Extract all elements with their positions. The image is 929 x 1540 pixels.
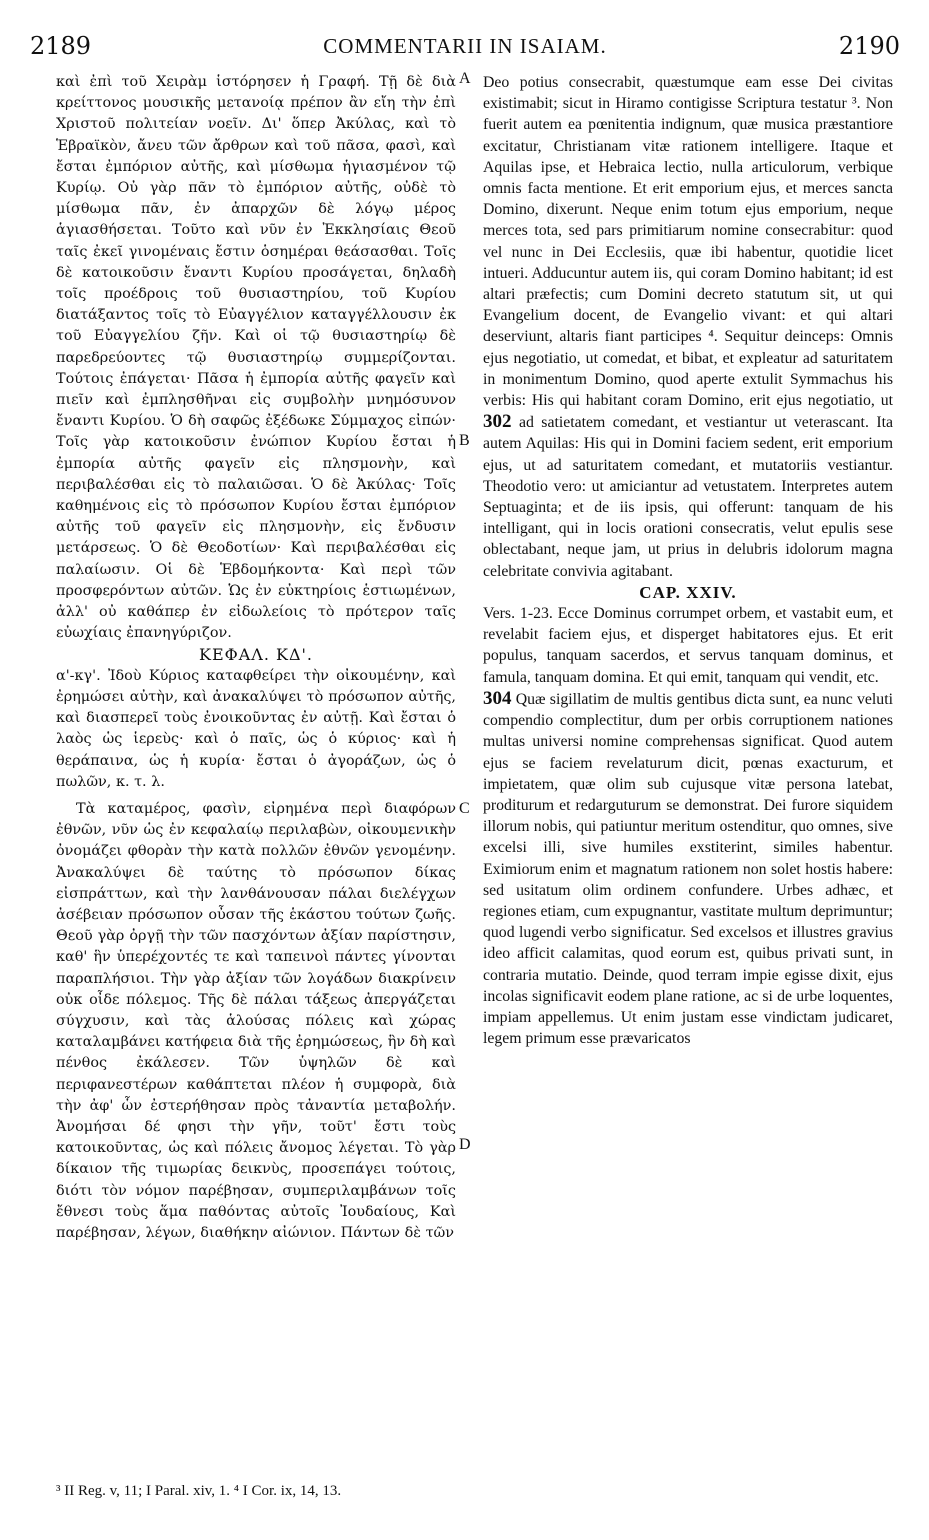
- greek-verse: α'-κγ'. Ἰδοὺ Κύριος καταφθείρει τὴν οἰκουμένην, καὶ ἐρημώσει αὐτὴν, καὶ ἀνακαλύψει τὸ πρόσωπον αὐτῆς, καὶ διασπερεῖ τοὺς ἐνοικοῦντας ἐν αὐτῇ. Καὶ ἔσται ὁ λαὸς ὡς ἱερεὺς· καὶ ὁ παῖς, ὡς ὁ κύριος· καὶ ἡ θεράπαινα, ὡς ἡ κυρία· ἔσται ὁ ἀγοράζων, ὡς ὁ πωλῶν, κ. τ. λ.: [56, 667, 456, 790]
- latin-chapter-heading: CAP. XXIV.: [639, 582, 737, 602]
- latin-paragraph-1-text: Deo potius consecrabit, quæstumque eam esse Dei civitas existimabit; sicut in Hiramo contigisse Scriptura testatur ³. Non fuerit autem ea pœnitentia indignum, quæ musica præstantiore excitatur, Christianam vitæ rationem intelligere. Itaque et Aquilas ipse, et Hebraica lectio, nulla articulorum, verbique omnis facta mentione. Et erit emporium ejus, et merces sancta Domino, dixerunt. Neque enim totum ejus emporium, neque merces tota, sed pars primitiarum nomine consecrabitur: quod vel nunc in Dei Ecclesiis, quæ ibi habentur, quotidie licet intueri. Adducuntur autem iis, qui coram Domino habitant; id est altari præfectis; cum Domini decreto statutum sit, ut qui Evangelium docent, de Evangelio vivant: et qui altari deserviunt, altaris fiant participes ⁴. Sequitur deinceps: Omnis ejus negotiatio, ut comedat, et bibat, et expleatur ad saturitatem in monimentum Domino, quod aperte extulit Symmachus his verbis: His qui habitant coram Domino, erit ejus negotiatio, ut: [483, 74, 893, 410]
- latin-paragraph-2: [483, 688, 893, 1049]
- running-title: COMMENTARII IN ISAIAM.: [323, 34, 607, 58]
- footnotes: ³ II Reg. v, 11; I Paral. xiv, 1. ⁴ I Cor. ix, 14, 13.: [56, 1483, 342, 1499]
- margin-label-b: B: [459, 432, 470, 449]
- margin-label-c: C: [459, 800, 470, 817]
- page-header: [30, 32, 900, 66]
- margin-label-d: D: [459, 1136, 471, 1153]
- column-marker-302: 302: [483, 411, 512, 433]
- column-marker-304: 304: [483, 687, 512, 709]
- latin-verse: Vers. 1-23. Ecce Dominus corrumpet orbem, et vastabit eum, et revelabit faciem ejus, et disperget habitatores ejus. Et erit populus, tanquam sacerdos, et servus tanquam dominus, et famula, tanquam domina. Et qui emit, tanquam qui vendit, etc.: [483, 605, 893, 686]
- page-number-left: 2189: [30, 32, 92, 60]
- greek-chapter-heading: ΚΕΦΑΛ. ΚΔ'.: [198, 645, 314, 665]
- margin-label-a: A: [459, 70, 471, 87]
- page-number-right: 2190: [838, 32, 900, 60]
- greek-paragraph-1: καὶ ἐπὶ τοῦ Χειρὰμ ἱστόρησεν ἡ Γραφή. Τῇ δὲ διὰ κρείττονος μουσικῆς μετανοίᾳ πρέπον ἂν εἴη τὴν ἐπὶ Χριστοῦ πολιτείαν νοεῖν. Δι' ὅπερ Ἀκύλας, καὶ τὸ Ἑβραϊκὸν, ἄνευ τῶν ἄρθρων καὶ τοῦ πᾶσα, φασὶ, καὶ ἔσται ἐμπόριον αὐτῆς, καὶ μίσθωμα ἡγιασμένον τῷ Κυρίῳ. Οὐ γὰρ πᾶν τὸ ἐμπόριον αὐτῆς, οὐδὲ τὸ μίσθωμα πᾶν, ἐν ἀπαρχῶν δὲ λόγῳ μέρος ἁγιασθήσεται. Τοῦτο καὶ νῦν ἐν Ἐκκλησίαις Θεοῦ ταῖς ἐκεῖ γινομέναις ἔστιν ὁσημέραι θεάσασθαι. Τοῖς δὲ κατοικοῦσιν ἔναντι Κυρίου προσάγεται, δηλαδὴ τοῖς προέδροις τοῦ θυσιαστηρίου, τοῦ Κυρίου διατάξαντος τοῖς τὸ Εὐαγγέλιον καταγγέλλουσιν ἐκ τοῦ Εὐαγγελίου ζῆν. Καὶ οἱ τῷ θυσιαστηρίῳ δὲ παρεδρεύοντες τῷ θυσιαστηρίῳ συμμερίζονται. Τούτοις ἐπάγεται· Πᾶσα ἡ ἐμπορία αὐτῆς φαγεῖν καὶ πιεῖν καὶ ἐμπλησθῆναι εἰς συμβολὴν μνημόσυνον ἔναντι Κυρίου. Ὁ δὴ σαφῶς ἐξέδωκε Σύμμαχος εἰπών· Τοῖς γὰρ κατοικοῦσιν ἐνώπιον Κυρίου ἔσται ἡ ἐμπορία αὐτῆς φαγεῖν εἰς πλησμονὴν, καὶ περιβαλέσθαι εἰς τὸ παλαιῶσαι. Ὁ δὲ Ἀκύλας· Τοῖς καθημένοις εἰς τὸ πρόσωπον Κυρίου ἔσται ἐμπόριον αὐτῆς τοῦ φαγεῖν εἰς πλησμονὴν, εἰς ἔνδυσιν μετάρσεως. Ὁ δὲ Θεοδοτίων· Καὶ περιβαλέσθαι εἰς παλαίωσιν. Οἱ δὲ Ἑβδομήκοντα· Καὶ περὶ τῶν προσφερόντων αὐτῶν. Ὡς ἐν εὐκτηρίοις ἑστιωμένων, ἀλλ' οὐ καθάπερ ἐν εἰδωλείοις τὸ πρότερον ταῖς εὐωχίαις ἐπανηγύριζον.: [56, 74, 456, 642]
- latin-paragraph-2-text: Quæ sigillatim de multis gentibus dicta sunt, ea nunc veluti compendio complectitur, dum per orbis corruptionem nationes multas universi nomine comprehensas significat. Quod autem ejus se faciem revelaturum dicit, pœnas exacturum, et impietatem, quæ olim sub cujusque vitæ persona latebat, proditurum et redarguturum se demonstrat. Dei furore siquidem illorum nobis, qui patiuntur meritum ostenditur, quo omnes, sive excelsi illi, sive humiles exstiterint, similes habentur. Eximiorum enim et magnatum rationem non solet hostis habere: sed usitatum olim ordinem confundere. Urbes adhæc, et regiones etiam, cum expugnantur, vastitate multum deprimuntur; quod lugendi verbo significatur. Sed excelsos et illustres gravius ideo afficit calamitas, quod eorum est, quibus privati sunt, in contraria mutatio. Deinde, quod terram impie egisse dixit, ejus incolas significavit eodem plane ratione, ac si de urbe loquentes, impiam appellemus. Ut enim justam esse vindictam judicaret, legem primum esse prævaricatos: [483, 690, 893, 1048]
- latin-column: [483, 72, 893, 1049]
- latin-paragraph-1b-text: ad satietatem comedant, et vestiantur ut veterascant. Ita autem Aquilas: His qui in Domini faciem sedent, erit emporium ejus, ut ad saturitatem comedant, et mutatoriis vestiantur. Theodotio vero: ut amiciantur ad vetustatem. Interpretes autem Septuaginta; et de iis ipsis, qui offerunt: tanquam de his intelligant, qui in locis orationi consecratis, velut epulis sese oblectabant, neque jam, ut prius in delubris idolorum magna celebritate convivia agitabant.: [483, 414, 894, 580]
- latin-paragraph-1: [483, 72, 893, 582]
- greek-column: [56, 72, 456, 1244]
- greek-paragraph-2: Τὰ καταμέρος, φασὶν, εἰρημένα περὶ διαφόρων ἐθνῶν, νῦν ὡς ἐν κεφαλαίῳ περιλαβὼν, οἰκουμενικὴν ὀνομάζει φθορὰν τὴν κατὰ πολλῶν ἐθνῶν γενομένην. Ἀνακαλύψει δὲ ταύτης τὸ πρόσωπον δίκας εἰσπράττων, καὶ τὴν λανθάνουσαν πάλαι διελέγχων ἀσέβειαν πρόσωπον οὖσαν τῆς ἑκάστου τούτων ζωῆς. Θεοῦ γὰρ ὀργῇ τὴν τῶν πασχόντων ἀξίαν παρίστησιν, καθ' ἣν ὑπερέχοντές τε καὶ ταπεινοὶ πάντες γίνονται παραπλήσιοι. Τὴν γὰρ ἀξίαν τῶν λογάδων διακρίνειν οὐκ οἶδε πόλεμος. Τῆς δὲ πάλαι τάξεως ἀπεργάζεται σύγχυσιν, καὶ τὰς ἁλούσας πόλεις καὶ χώρας καταλαμβάνει κατήφεια διὰ τῆς ἐρημώσεως, ἣν δὴ καὶ πένθος ἐκάλεσεν. Τῶν ὑψηλῶν δὲ καὶ περιφανεστέρων καθάπτεται πλέον ἡ συμφορὰ, διὰ τὴν ἀφ' ὧν ἐστερήθησαν πρὸς τἀναντία μεταβολήν. Ἀνομήσαι δέ φησι τὴν γῆν, τοῦτ' ἔστι τοὺς κατοικοῦντας, ὡς καὶ πόλεις ἄνομος λέγεται. Τὸ γὰρ δίκαιον τῆς τιμωρίας δεικνὺς, προσεπάγει τούτοις, διότι τὸν νόμον παρέβησαν, συμπεριλαμβάνων τοῖς ἔθνεσι τοὺς ἅμα παθόντας αὐτοῖς Ἰουδαίους, Καὶ παρέβησαν, λέγων, διαθήκην αἰώνιον. Πάντων δὲ τῶν: [56, 800, 456, 1241]
